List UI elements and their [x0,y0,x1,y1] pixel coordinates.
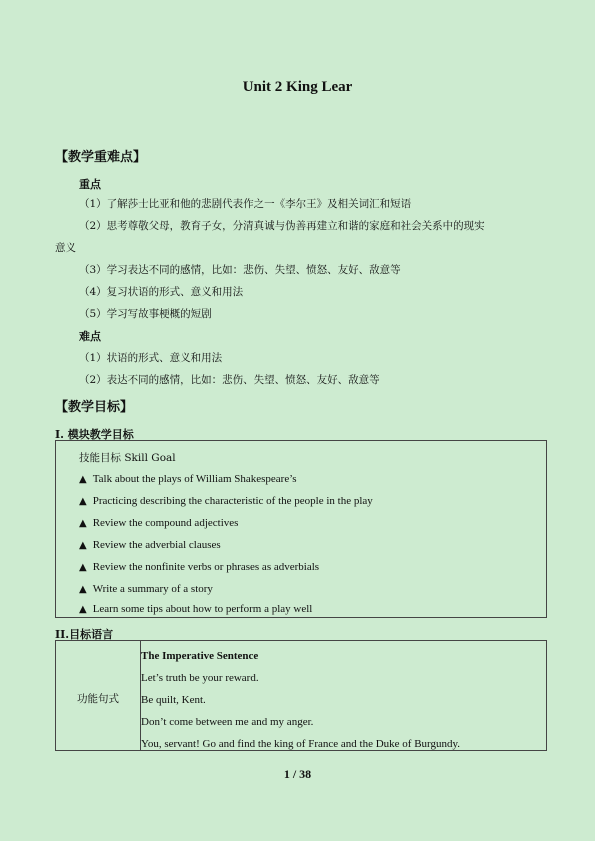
page-number: 1 / 38 [283,767,312,781]
key-point-item: （1）了解莎士比亚和他的悲剧代表作之一《李尔王》及相关词汇和短语 [79,198,412,210]
imperative-heading: The Imperative Sentence [141,650,259,662]
goal-list-item: ▲ Talk about the plays of William Shakespeare’s [79,473,297,485]
skill-goals-box [55,440,547,618]
difficult-point-item: （2）表达不同的感情，比如：悲伤、失望、愤怒、友好、敌意等 [79,374,380,386]
key-point-item: （5）学习写故事梗概的短剧 [79,308,212,320]
table-row-label: 功能句式 [77,693,119,705]
skill-goal-heading: 技能目标 Skill Goal [79,452,176,464]
goal-list-item: ▲ Review the adverbial clauses [79,539,221,551]
target-language-label: II.目标语言 [55,628,114,641]
triangle-bullet-icon: ▲ [79,540,87,551]
key-points-label: 重点 [79,178,101,191]
difficult-point-item: （1）状语的形式、意义和用法 [79,352,223,364]
triangle-bullet-icon: ▲ [79,474,87,485]
example-sentence: Be quilt, Kent. [141,694,206,706]
key-point-item-continued: 意义 [55,242,76,254]
key-point-item: （2）思考尊敬父母，教育子女，分清真诚与伪善再建立和谐的家庭和社会关系中的现实 [79,220,485,232]
triangle-bullet-icon: ▲ [79,496,87,507]
module-goals-label: I. 模块教学目标 [55,428,134,441]
triangle-bullet-icon: ▲ [79,518,87,529]
document-title: Unit 2 King Lear [242,79,353,95]
goal-list-item: ▲ Review the nonfinite verbs or phrases as adverbials [79,561,320,573]
example-sentence: Don’t come between me and my anger. [141,716,314,728]
target-language-table [55,640,547,751]
goal-list-item: ▲ Practicing describing the characteristic of the people in the play [79,495,373,507]
goal-list-item: ▲ Write a summary of a story [79,583,213,595]
triangle-bullet-icon: ▲ [79,584,87,595]
section-heading-difficulties: 【教学重难点】 [55,150,147,165]
key-point-item: （3）学习表达不同的感情，比如：悲伤、失望、愤怒、友好、敌意等 [79,264,401,276]
goal-list-item: ▲ Review the compound adjectives [79,517,239,529]
example-sentence: You, servant! Go and find the king of France and the Duke of Burgundy. [141,738,461,750]
difficult-points-label: 难点 [79,330,101,343]
section-heading-goals: 【教学目标】 [55,400,134,415]
example-sentence: Let’s truth be your reward. [141,672,259,684]
triangle-bullet-icon: ▲ [79,604,87,615]
triangle-bullet-icon: ▲ [79,562,87,573]
key-point-item: （4）复习状语的形式、意义和用法 [79,286,244,298]
goal-list-item: ▲ Learn some tips about how to perform a play well [79,603,313,615]
